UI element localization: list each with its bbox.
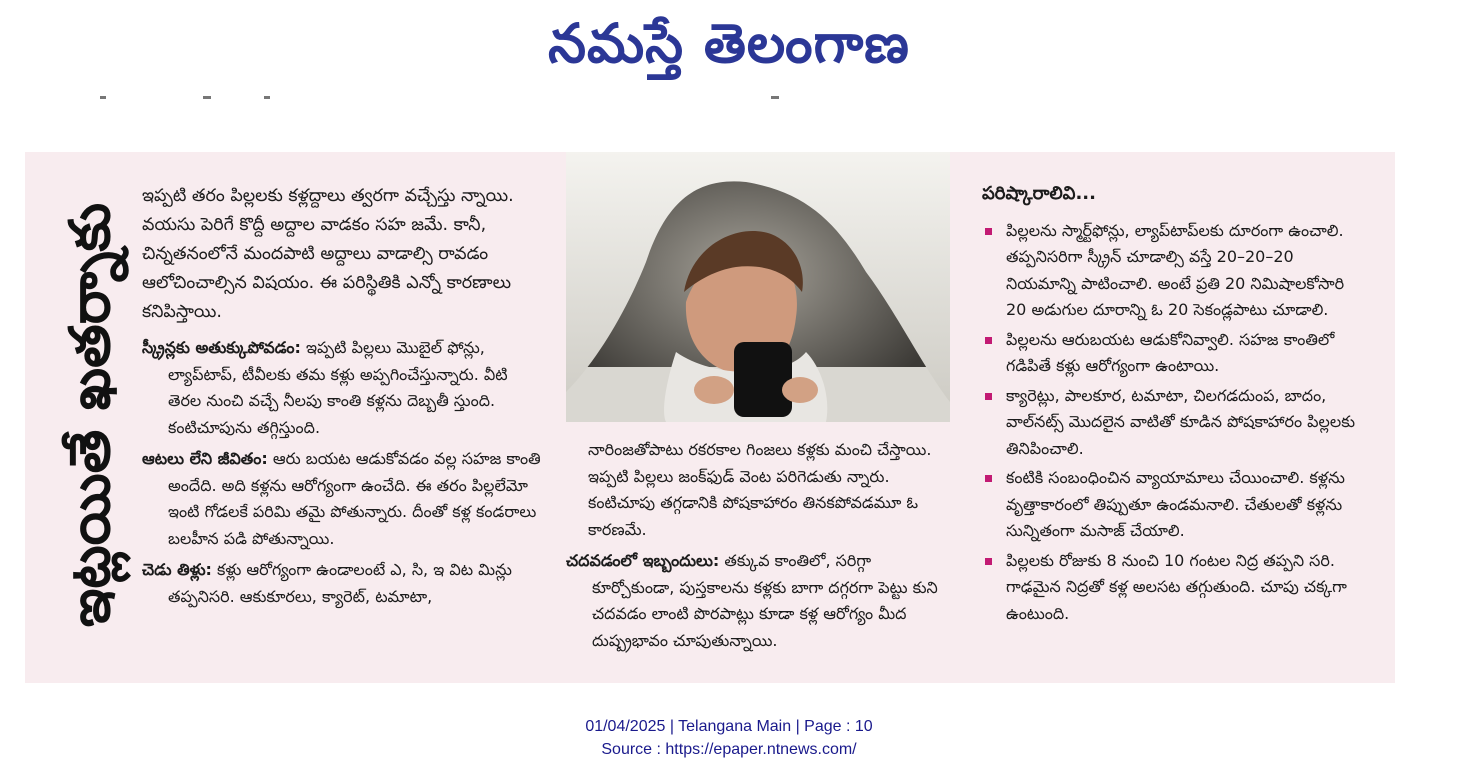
list-item-text: పిల్లలను స్మార్ట్‌ఫోన్లు, ల్యాప్‌టాప్‌లకు దూరంగా ఉంచాలి. తప్పనిసరిగా స్క్రీన్ చూడాల్సి వస్తే 20–20–20 నియమాన్ని పాటించాలి. అంటే ప్రతి 20 నిమిషాలకోసారి 20 అడుగుల దూరాన్ని ఓ 20 సెకండ్లపాటు చూడాలి.	[1006, 220, 1345, 319]
photo-illustration	[566, 152, 950, 422]
child-with-phone-photo	[566, 152, 950, 422]
bullet-icon	[985, 393, 992, 400]
bullet-icon	[985, 558, 992, 565]
section-heading: చదవడంలో ఇబ్బందులు:	[566, 551, 720, 570]
bullet-icon	[985, 228, 992, 235]
section-text: ఆరు బయట ఆడుకోవడం వల్ల సహజ కాంతి అందేది. అది కళ్లను ఆరోగ్యంగా ఉంచేది. ఈ తరం పిల్లలేమో ఇంటి గోడలకే పరిమి తమై పోతున్నారు. దీంతో కళ్ల కండరాలు బలహీన పడి పోతున్నాయి.	[168, 449, 541, 548]
section-heading: ఆటలు లేని జీవితం:	[142, 449, 268, 468]
solutions-heading: పరిష్కారాలివి...	[982, 183, 1096, 204]
section-heading: చెడు తిళ్లు:	[142, 560, 212, 579]
article-vertical-headline	[46, 175, 136, 655]
footer-source-link[interactable]: Source : https://epaper.ntnews.com/	[601, 741, 857, 758]
list-item-text: క్యారెట్లు, పాలకూర, టమాటా, చిలగడదుంప, బాదం, వాల్‌నట్స్ మొదలైన వాటితో కూడిన పోషకాహారం పిల్లలకు తినిపించాలి.	[1006, 385, 1356, 458]
newspaper-masthead: నమస్తే తెలంగాణ	[548, 12, 910, 75]
solutions-column	[982, 181, 1362, 630]
section-screens	[142, 335, 542, 441]
solutions-list	[982, 218, 1362, 628]
list-item	[982, 327, 1362, 380]
section-text: తక్కువ కాంతిలో, సరిగ్గా కూర్చోకుండా, పుస్తకాలను కళ్లకు బాగా దగ్గరగా పెట్టు కుని చదవడం లాంటి పొరపాట్లు కూడా కళ్ల ఆరోగ్యం మీద దుష్ప్రభావం చూపుతున్నాయి.	[592, 551, 938, 650]
section-heading: స్క్రీన్లకు అతుక్కుపోవడం:	[142, 338, 301, 357]
section-text: ఇప్పటి పిల్లలు మొబైల్ ఫోన్లు, ల్యాప్‌టాప్, టీవీలకు తమ కళ్లు అప్పగించేస్తున్నారు. వీటి తెరల నుంచి వచ్చే నీలపు కాంతి కళ్లను దెబ్బతీ స్తుంది. కంటిచూపును తగ్గిస్తుంది.	[168, 338, 508, 437]
article-column-2	[566, 437, 950, 654]
footer-edition-info: 01/04/2025 | Telangana Main | Page : 10	[585, 718, 873, 735]
list-item-text: కంటికి సంబంధించిన వ్యాయామాలు చేయించాలి. కళ్లను వృత్తాకారంలో తిప్పుతూ ఉండమనాలి. చేతులతో కళ్లను సున్నితంగా మసాజ్ చేయాలి.	[1006, 468, 1345, 540]
list-item	[982, 465, 1362, 545]
section-reading	[566, 548, 950, 654]
list-item	[982, 383, 1362, 463]
article-intro: ఇప్పటి తరం పిల్లలకు కళ్లద్దాలు త్వరగా వచ్చేస్తు న్నాయి. వయసు పెరిగే కొద్దీ అద్దాల వాడకం సహ జమే. కానీ, చిన్నతనంలోనే మందపాటి అద్దాలు వాడాల్సి రావడం ఆలోచించాల్సిన విషయం. ఈ పరిస్థితికి ఎన్నో కారణాలు కనిపిస్తాయి.	[142, 186, 514, 322]
masthead-divider-marks	[0, 96, 1458, 102]
section-bad-food	[142, 557, 542, 610]
article-continuation: నారింజతోపాటు రకరకాల గింజలు కళ్లకు మంచి చేస్తాయి. ఇప్పటి పిల్లలు జంక్‌ఫుడ్ వెంట పరిగెడుతు న్నారు. కంటిచూపు తగ్గడానికి పోషకాహారం తినకపోవడమూ ఓ కారణమే.	[588, 440, 932, 539]
article-column-1	[142, 182, 542, 610]
bullet-icon	[985, 337, 992, 344]
section-no-play	[142, 446, 542, 552]
section-text: కళ్లు ఆరోగ్యంగా ఉండాలంటే ఎ, సి, ఇ విట మిన్లు తప్పనిసరి. ఆకుకూరలు, క్యారెట్, టమాటా,	[168, 560, 512, 606]
bullet-icon	[985, 475, 992, 482]
list-item	[982, 548, 1362, 628]
list-item-text: పిల్లలను ఆరుబయట ఆడుకోనివ్వాలి. సహజ కాంతిలో గడిపితే కళ్లు ఆరోగ్యంగా ఉంటాయి.	[1006, 329, 1335, 375]
list-item	[982, 218, 1362, 324]
list-item-text: పిల్లలకు రోజుకు 8 నుంచి 10 గంటల నిద్ర తప్పని సరి. గాఢమైన నిద్రతో కళ్ల అలసట తగ్గుతుంది. చూపు చక్కగా ఉంటుంది.	[1006, 550, 1347, 623]
vertical-headline-text: ఇట్లయితే ఖతర్నాకు	[58, 202, 123, 628]
